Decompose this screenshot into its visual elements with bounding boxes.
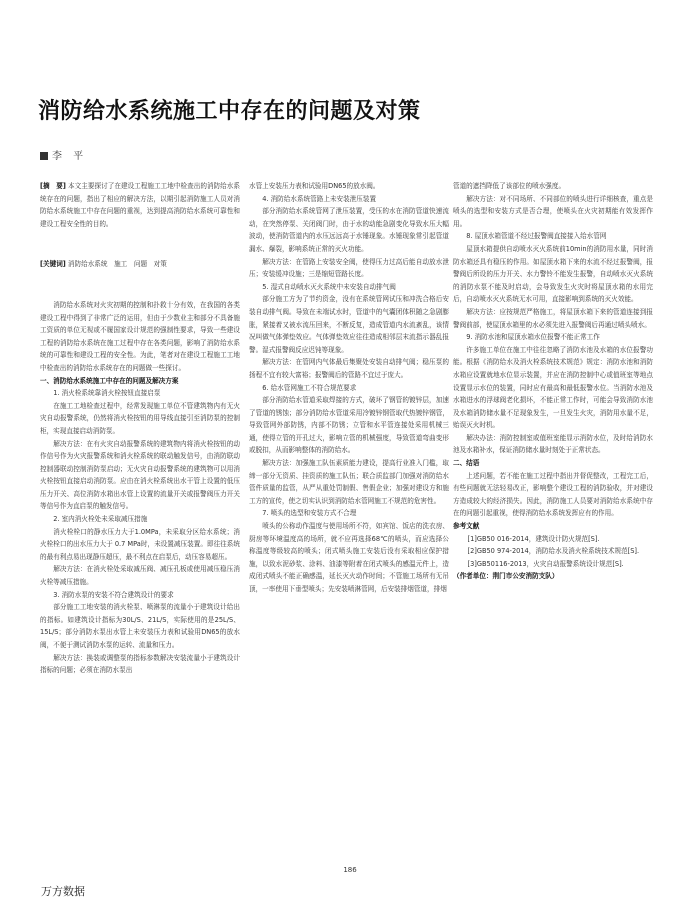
item-8-solution: 解决方法：应按规范严格施工，将屋顶水箱下来的管道连接到报警阀前部，使屋顶水箱里的水必须先进入报警阀后再通过喷头喷水。 [453, 307, 653, 329]
item-6-solution: 解决方法：加强施工队伍素质能力建设，提高行业准入门槛，取缔一部分无资质、挂资质的施工队伍；联合质监部门加强对消防给水管件质量的监管，从严从重处罚制假、售假企业；加强对建设方和施工方的宣传，使之切实认识到消防给水管网施工不规范的危害性。 [249, 459, 449, 505]
item-9-desc: 许多施工单位在施工中往往忽略了消防水池及水箱的水位报警功能。根据《消防给水及消火栓系统技术规范》规定：消防水池和消防水箱应设置就地水位显示装置，并应在消防控制中心或值班室等地点设置显示水位的装置，同时应有最高和最低报警水位。当消防水池及水箱进水的浮球阀老化损坏，不能正常工作时，可能会导致消防水池及水箱消防储水量不足现象发生，一旦发生火灾，消防用水量不足，贻误灭火时机。 [453, 345, 653, 430]
author-line [40, 147, 87, 162]
abstract-text: 本文主要探讨了在建设工程施工工地中检查出的消防给水系统存在的问题，指出了相应的解决方法，以期引起消防施工人员对消防给水系统施工中存在问题的重视，达到提高消防给水系统可靠性和建设工程安全性的目的。 [40, 182, 241, 228]
reference-item: [2]GB50 974-2014，消防给水及消火栓系统技术规范[S]. [467, 547, 640, 556]
item-6-desc: 部分消防给水管道采取焊接的方式，破坏了钢管的镀锌层，加速了管道的锈蚀；部分消防给水管道采用冷镀锌钢管取代热镀锌钢管，导致管网外部防锈，内部不防锈；立管和水平管连接处采用机械三通，使得立管的开孔过大，影响立管的机械强度，导致管道弯曲变形或脱扣，从而影响整体的消防给水。 [249, 396, 449, 455]
item-3-solution: 解决方法：换装或调整泵的指标参数解决安装流量小于建筑设计指标的问题；必须在消防水泵出 [40, 653, 240, 675]
column-3 [453, 180, 653, 583]
item-9-title: 9. 消防水池和屋顶水箱水位报警不能正常工作 [466, 333, 600, 342]
section-heading-1: 一、消防给水系统施工中存在的问题及解决方案 [40, 376, 179, 385]
bullet-square-icon [40, 152, 48, 160]
item-4-desc: 部分消防给水系统管网了泄压装置，受压的水在消防管道快速流动，在突然停泵、关闭阀门时，由于水的动能急剧变化导致水压大幅波动，使消防管道内的水压远远高于水锤现象。水锤现象常引起管道漏水、爆裂，影响系统正常的灭火功能。 [249, 207, 449, 253]
item-7-desc: 喷头的公称动作温度与使用场所不符，如宾馆、饭店的洗衣房、厨房等环境温度高的场所，就不应再选择68℃的喷头，而应选择公称温度等级较高的喷头；闭式喷头施工安装后没有采取相应保护措施，以致水泥砂浆、涂料、油漆等附着在闭式喷头的感温元件上，造成闭式喷头不能正确感温，延长灭火动作时间；不管施工场所有无吊顶，一率使用下垂型喷头；先安装喷淋管网，后安装排烟管道，排烟 [249, 522, 449, 593]
item-2-desc: 消火栓栓口的静水压力大于1.0MPa，未采取分区给水系统；消火栓栓口的出水压力大于 0.7 MPa时，未设置减压装置。即往往系统的最有利点易出现静压超压，最不利点在启泵后，动压容易超压。 [40, 527, 240, 561]
item-1-title: 1. 消火栓系统靠消火栓按钮直接启泵 [53, 389, 161, 398]
author-unit: （作者单位：荆门市公安消防支队） [453, 572, 559, 581]
footer-watermark: 万方数据 [41, 885, 85, 898]
item-2-solution: 解决方法：在消火栓处采取减压阀、减压孔板或使用减压稳压消火栓等减压措施。 [40, 565, 240, 587]
references-heading: 参考文献 [453, 522, 480, 531]
article-title: 消防给水系统施工中存在的问题及对策 [38, 99, 421, 124]
page-number: 186 [343, 866, 357, 874]
item-5-desc: 部分施工方为了节约资金，没有在系统管网试压和冲洗合格后安装自动排气阀。导致在未端试水时，管道中的气囊团体积随之急剧膨胀，紧接着又被水流压回来，不断反复，造成管道内水流紊乱，该情况叫做气体弹垫效应。气体弹垫效应往往造成相邻层末流指示器乱报警。湿式报警阀反应迟钝等现象。 [249, 295, 449, 354]
abstract [40, 180, 240, 230]
item-8-desc: 屋顶水箱提供自动喷水灭火系统前10min的消防用水量，同时消防水箱还具有稳压的作用。如屋顶水箱下来的水流不经过报警阀，报警阀后所设的压力开关、水力警铃不能发生报警，自动喷水灭火系统的消防水泵不能及时启动，会导致发生火灾时将屋顶水箱的水用完后，自动喷水灭火系统无水可用，直接影响到系统的灭火效能。 [453, 244, 653, 304]
author-name: 李 平 [52, 151, 88, 162]
item-7-title: 7. 喷头的选型和安装方式不合理 [262, 509, 357, 518]
item-1-desc: 在施工工地检查过程中，经常发现施工单位不管建筑物内有无火灾自动报警系统，仍然将消火栓按钮的用导线直接引至消防泵的控制柜，实现直接启动消防泵。 [40, 401, 240, 435]
item-3-desc: 部分施工工地安装的消火栓泵、喷淋泵的流量小于建筑设计给出的指标。如建筑设计指标为30L/S、21L/S，实际使用的是25L/S、15L/S；部分消防水泵出水管上未安装压力表和试验用DN65的放水阀，不便于测试消防水泵的运转、流量和压力。 [40, 603, 240, 649]
keywords [40, 258, 240, 271]
item-3-solution-cont: 水管上安装压力表和试验用DN65的放水阀。 [249, 182, 380, 190]
item-4-title: 4. 消防给水系统管路上未安装泄压装置 [262, 194, 377, 203]
item-8-title: 8. 屋顶水箱管道不经过报警阀直接接入给水管网 [466, 232, 607, 241]
item-9-solution: 解决办法：消防控制室或值班室能显示消防水位，及时给消防水池及水箱补水，保证消防储水量时刻处于正常状态。 [453, 433, 653, 455]
item-1-solution: 解决方法：在有火灾自动报警系统的建筑物内将消火栓按钮的动作信号作为火灾报警系统和消火栓系统的联动触发信号，由消防联动控制器联动控制消防泵启动；无火灾自动报警系统的建筑物可以用消火栓按钮直接启动消防泵。应由在消火栓系统出水干管上设置的低压压力开关、高位消防水箱出水管上设置的流量开关或报警阀压力开关等信号作为直启泵的触发信号。 [40, 439, 240, 511]
item-6-title: 6. 给水管网施工不符合规范要求 [262, 383, 357, 392]
item-7-desc-cont: 管道的遮挡降低了该部位的喷水强度。 [453, 182, 566, 190]
conclusion-text: 上述问题，若不能在施工过程中指出并督促整改，工程完工后，有些问题就无法轻易改正，影响整个建设工程的消防验收，并对建设方造成较大的经济损失。因此，消防施工人员要对消防给水系统中存在的问题引起重视，使得消防给水系统发挥应有的作用。 [453, 471, 653, 518]
item-5-title: 5. 湿式自动喷水灭火系统中未安装自动排气阀 [262, 282, 396, 291]
reference-item: [1]GB50 016-2014，建筑设计防火规范[S]. [467, 534, 600, 543]
keywords-text: 消防给水系统 施工 问题 对策 [67, 260, 167, 269]
item-4-solution: 解决方法：在管路上安装安全阀，使得压力过高后能自动放水泄压；安装缓冲设施；三是缩短管路长度。 [249, 257, 449, 279]
item-5-solution: 解决方法：在管网内气体最后集聚处安装自动排气阀；稳压泵的扬程不宜有较大富裕；报警阀后的管路不宜过于庞大。 [249, 358, 449, 379]
column-1 [40, 180, 240, 677]
section-heading-2: 二、结语 [453, 459, 480, 468]
item-3-title: 3. 消防水泵的安装不符合建筑设计的要求 [53, 590, 174, 599]
column-2 [249, 180, 449, 596]
item-2-title: 2. 室内消火栓处未采取减压措施 [53, 515, 148, 524]
keywords-label: [关键词] [40, 260, 66, 269]
item-7-solution: 解决方法：对不同场所、不同部位的喷头进行详细核查，重点是喷头的选型和安装方式是否合理，使喷头在火灾初期能有效发挥作用。 [453, 194, 653, 228]
abstract-label: [摘 要] [40, 182, 66, 190]
reference-item: [3]GB50116-2013，火灾自动报警系统设计规范[S]. [467, 559, 624, 568]
intro-paragraph: 消防给水系统对火灾初期的控制和扑救十分有效，在我国的各类建设工程中得到了非常广泛的运用，但由于少数业主和部分不具备施工资质的单位无视或不履国家设计规范的强制性要求，导致一些建设工程的消防给水系统在施工过程中存在各类问题，影响了消防给水系统的可靠性和建设工程的安全性。为此，笔者对在建设工程施工工地中检查出的消防给水系统存在的问题做一些探讨。 [40, 300, 240, 372]
